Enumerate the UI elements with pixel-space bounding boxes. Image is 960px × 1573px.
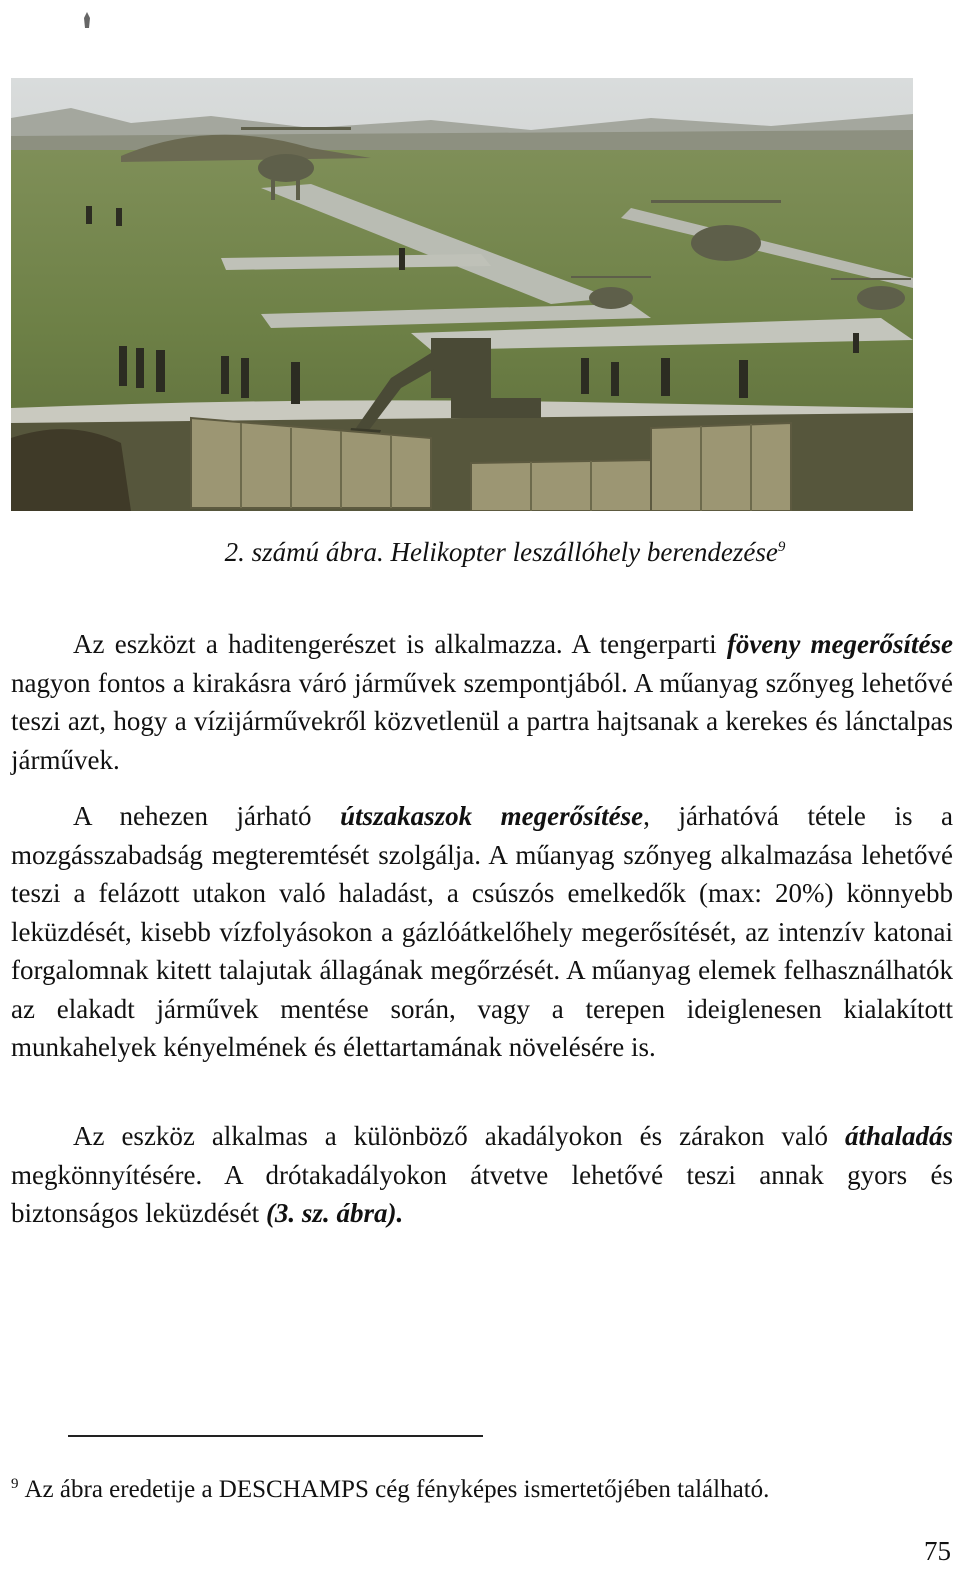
paragraph-3-text-cont: megkönnyítésére. A drótakadályokon átvetve lehetővé teszi annak gyors és biztonságos leküzdését bbox=[11, 1159, 953, 1228]
figure-caption-text: 2. számú ábra. Helikopter leszállóhely berendezése bbox=[224, 537, 778, 567]
paragraph-1 bbox=[11, 625, 953, 779]
footnote-text: Az ábra eredetije a DESCHAMPS cég fényképes ismertetőjében található. bbox=[24, 1476, 770, 1503]
figure-caption bbox=[0, 537, 960, 568]
paragraph-2 bbox=[11, 797, 953, 1067]
page-number: 75 bbox=[924, 1536, 951, 1566]
paragraph-1-text-cont: nagyon fontos a kirakásra váró járművek szempontjából. A műanyag szőnyeg lehetővé teszi azt, hogy a vízijárművekről közvetlenül a partra hajtsanak a kerekes és lánctalpas járművek. bbox=[11, 667, 953, 775]
paragraph-1-text: Az eszközt a haditengerészet is alkalmazza. A tengerparti bbox=[73, 629, 727, 659]
paragraph-3-emphasis: áthaladás bbox=[844, 1121, 953, 1151]
scan-mark-icon bbox=[80, 10, 94, 32]
paragraph-2-text-cont: , járhatóvá tétele is a mozgásszabadság megteremtését szolgálja. A műanyag szőnyeg alkalmazása lehetővé teszi a felázott utakon való haladást, a csúszós emelkedők (max: 20%) könnyebb leküzdését, kisebb vízfolyásokon a gázlóátkelőhely megerősítését, az intenzív katonai forgalomnak kitett talajutak állagának megőrzését. A műanyag elemek felhasználhatók az elakadt járművek mentése során, vagy a terepen ideiglenesen kialakított munkahelyek kényelmének és élettartamának növelésére is. bbox=[11, 801, 953, 1062]
paragraph-2-emphasis: útszakaszok megerősítése bbox=[340, 801, 644, 831]
paragraph-3-text: Az eszköz alkalmas a különböző akadályokon és zárakon való bbox=[73, 1121, 845, 1151]
paragraph-1-emphasis: föveny megerősítése bbox=[726, 629, 953, 659]
paragraph-3-figure-reference: (3. sz. ábra). bbox=[265, 1198, 404, 1228]
figure-caption-footnote-ref: 9 bbox=[777, 539, 786, 555]
footnote bbox=[11, 1476, 931, 1504]
helicopter-landing-site-photo bbox=[11, 78, 913, 511]
paragraph-3 bbox=[11, 1117, 953, 1233]
footnote-number: 9 bbox=[11, 1475, 19, 1492]
paragraph-2-text: A nehezen járható bbox=[73, 801, 341, 831]
footnote-separator bbox=[68, 1435, 483, 1437]
